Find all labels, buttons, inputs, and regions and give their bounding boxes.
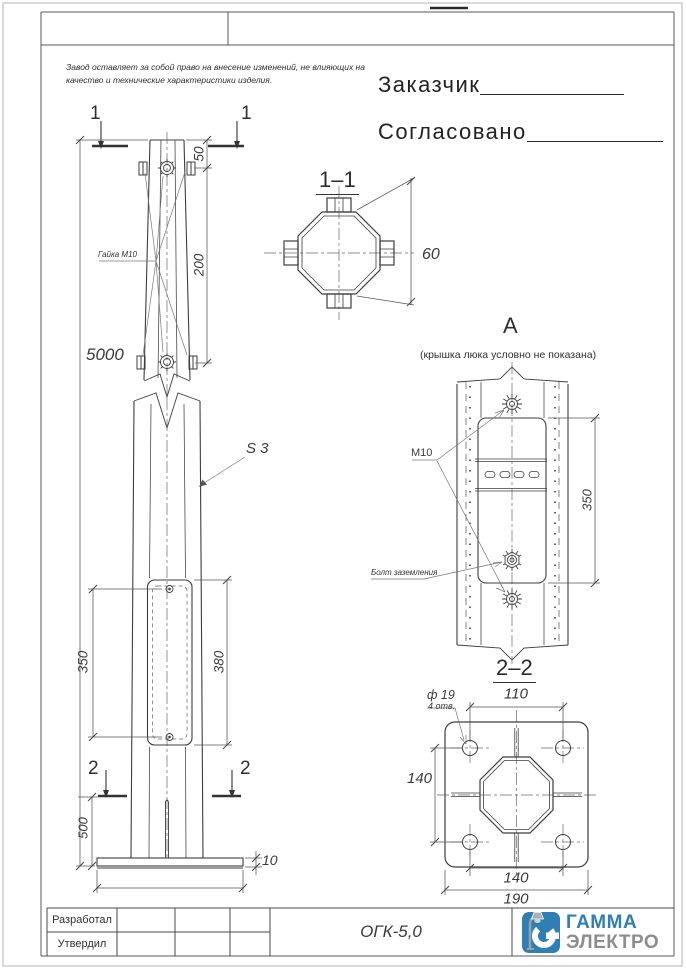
titleblock-approved-label: Утвердил <box>57 938 107 950</box>
brand-name-line1: ГАММА <box>566 912 638 933</box>
view-a-drawing <box>371 362 600 664</box>
section-1-1-title: 1–1 <box>316 167 359 195</box>
dim-5000: 5000 <box>86 345 124 364</box>
wall-thickness-label: S 3 <box>246 440 269 457</box>
hole-dia-label: ф 19 <box>427 688 455 702</box>
dim-50: 50 <box>191 146 207 162</box>
factory-notice-line2: качество и технические характеристики изделия. <box>66 75 273 85</box>
customer-label: Заказчик <box>378 72 481 97</box>
hole-count-label: 4 отв. <box>428 701 456 711</box>
approved-signoff <box>378 113 663 145</box>
factory-notice-line1: Завод оставляет за собой право на внесение изменений, не влияющих на <box>66 62 365 72</box>
ground-bolt-callout-label: Болт заземления <box>371 568 438 577</box>
section-2-2-title: 2–2 <box>493 655 536 683</box>
customer-signoff <box>378 66 624 98</box>
section-1-mark-left: 1 <box>90 103 101 124</box>
view-a-title: А <box>503 313 518 338</box>
dim-140-side: 140 <box>407 770 433 787</box>
approved-sign-line <box>527 140 663 142</box>
section-2-mark-right: 2 <box>240 758 251 779</box>
brand-name-line2: ЭЛЕКТРО <box>566 932 660 953</box>
brand-logo-icon <box>522 912 560 953</box>
hatch-cover <box>148 580 193 745</box>
base-plate <box>97 800 243 868</box>
section-1-1-drawing <box>264 177 415 320</box>
product-code: ОГК-5,0 <box>360 922 422 941</box>
pole-elevation <box>76 121 262 893</box>
dim-380: 380 <box>211 650 227 674</box>
section-2-2-drawing <box>427 702 596 895</box>
customer-sign-line <box>480 93 624 95</box>
section-2-marks <box>98 770 241 798</box>
dim-60: 60 <box>422 246 440 263</box>
dim-200: 200 <box>191 253 207 277</box>
nut-callout-label: Гайка М10 <box>98 250 137 259</box>
page-border <box>3 3 682 966</box>
section-1-marks <box>92 121 244 149</box>
nut-callout-leaders <box>99 172 187 355</box>
view-a-note: (крышка люка условно не показана) <box>420 349 597 361</box>
section-1-mark-right: 1 <box>241 103 252 124</box>
section-2-mark-left: 2 <box>88 758 99 779</box>
frame <box>41 12 674 956</box>
dim-140-bottom: 140 <box>503 869 529 887</box>
dim-110: 110 <box>504 685 528 703</box>
thickness-leader <box>199 457 245 487</box>
dim-190: 190 <box>503 890 529 908</box>
view-a-leaders <box>371 410 505 592</box>
dim-500: 500 <box>75 817 91 839</box>
bolt-callout-label: М10 <box>411 447 433 459</box>
dim-10: 10 <box>262 852 278 868</box>
titleblock-developed-label: Разработал <box>52 914 112 926</box>
dim-350-elevation: 350 <box>75 650 91 674</box>
approved-label: Согласовано <box>378 119 527 144</box>
dim-350-view-a: 350 <box>579 489 595 511</box>
